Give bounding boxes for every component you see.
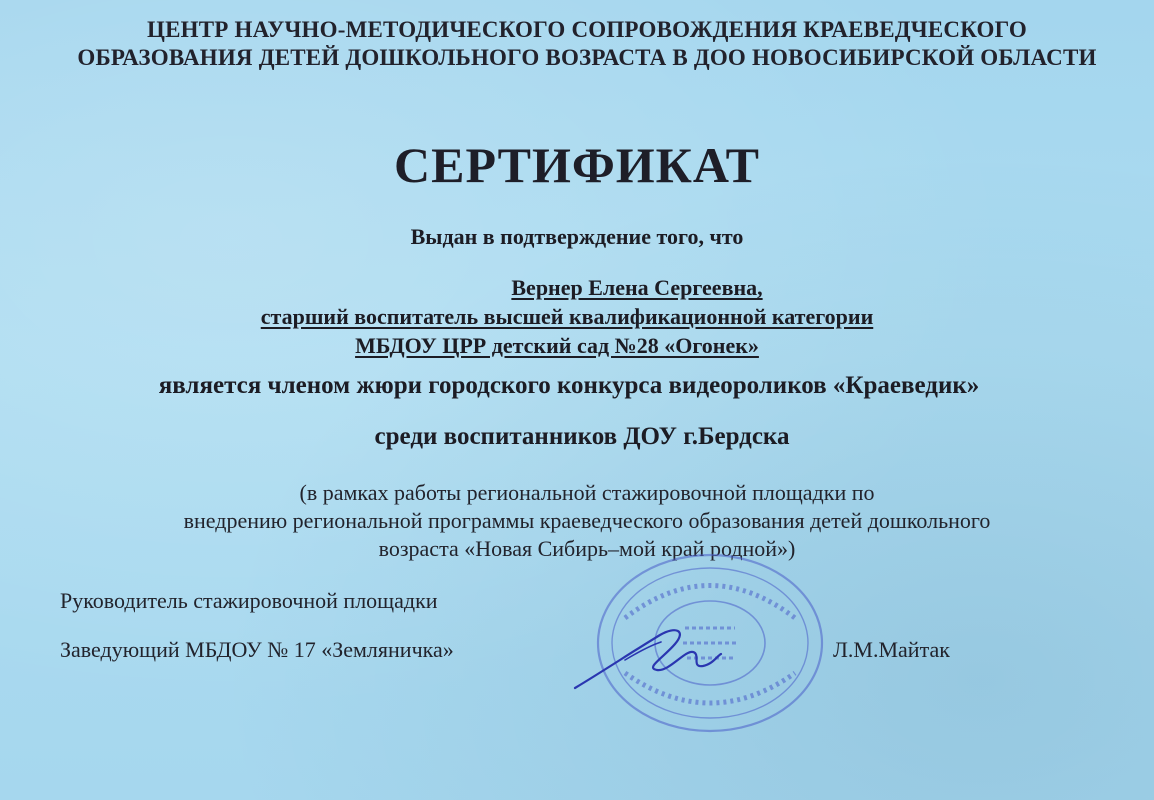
organization-header-line-2: ОБРАЗОВАНИЯ ДЕТЕЙ ДОШКОЛЬНОГО ВОЗРАСТА В ДОО НОВОСИБИРСКОЙ ОБЛАСТИ — [77, 45, 1097, 70]
recipient-position-row — [0, 304, 1144, 330]
note-line-2: внедрению региональной программы краеведческого образования детей дошкольного — [183, 508, 991, 533]
signer-name: Л.М.Майтак — [833, 637, 950, 662]
head-position-label: Заведующий МБДОУ № 17 «Земляничка» — [60, 637, 454, 662]
contest-participants: среди воспитанников ДОУ г.Бердска — [374, 423, 790, 450]
recipient-name: Вернер Елена Сергеевна, — [511, 275, 763, 300]
jury-statement: является членом жюри городского конкурса видеороликов «Краеведик» — [158, 372, 980, 399]
issued-text: Выдан в подтверждение того, что — [410, 224, 744, 249]
recipient-school: МБДОУ ЦРР детский сад №28 «Огонек» — [355, 333, 759, 358]
note-line-3: возраста «Новая Сибирь–мой край родной») — [378, 536, 796, 561]
organization-header-line-1: ЦЕНТР НАУЧНО-МЕТОДИЧЕСКОГО СОПРОВОЖДЕНИЯ КРАЕВЕДЧЕСКОГО — [147, 17, 1027, 42]
recipient-school-row — [0, 333, 1134, 359]
handwritten-signature-icon — [565, 610, 725, 700]
certificate-title: СЕРТИФИКАТ — [393, 137, 760, 193]
recipient-position: старший воспитатель высшей квалификационной категории — [260, 304, 874, 329]
note-line-1: (в рамках работы региональной стажировочной площадки по — [299, 480, 875, 505]
recipient-name-row — [60, 275, 1154, 301]
stazhirovka-lead-label: Руководитель стажировочной площадки — [60, 588, 438, 613]
